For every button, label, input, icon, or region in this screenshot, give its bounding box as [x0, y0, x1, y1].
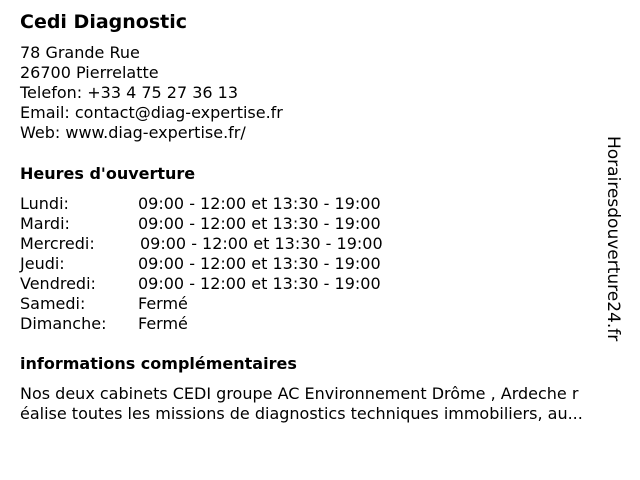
additional-info-text: [20, 384, 632, 424]
day-label: Lundi:: [20, 194, 69, 213]
address-city: 26700 Pierrelatte: [20, 63, 159, 82]
day-hours: 09:00 - 12:00 et 13:30 - 19:00: [138, 274, 381, 293]
day-label: Mercredi:: [20, 234, 95, 253]
additional-info-line: éalise toutes les missions de diagnostics techniques immobiliers, au...: [20, 404, 583, 423]
additional-info-heading: informations complémentaires: [20, 354, 297, 373]
address-street: 78 Grande Rue: [20, 43, 140, 62]
phone-line: Telefon: +33 4 75 27 36 13: [20, 83, 239, 102]
day-hours: 09:00 - 12:00 et 13:30 - 19:00: [138, 194, 381, 213]
day-hours: 09:00 - 12:00 et 13:30 - 19:00: [138, 214, 381, 233]
business-name: Cedi Diagnostic: [20, 11, 188, 33]
additional-info-line: Nos deux cabinets CEDI groupe AC Environnement Drôme , Ardeche r: [20, 384, 579, 403]
opening-hours-heading: Heures d'ouverture: [20, 164, 196, 183]
web-line: Web: www.diag-expertise.fr/: [20, 123, 246, 142]
day-hours: 09:00 - 12:00 et 13:30 - 19:00: [140, 234, 383, 253]
day-hours: 09:00 - 12:00 et 13:30 - 19:00: [138, 254, 381, 273]
site-watermark: Horairesdouverture24.fr: [603, 136, 623, 342]
day-label: Samedi:: [20, 294, 86, 313]
email-line: Email: contact@diag-expertise.fr: [20, 103, 283, 122]
day-hours: Fermé: [138, 294, 188, 313]
contact-block: [20, 43, 283, 143]
day-label: Vendredi:: [20, 274, 96, 293]
day-label: Dimanche:: [20, 314, 107, 333]
day-label: Jeudi:: [20, 254, 65, 273]
day-hours: Fermé: [138, 314, 188, 333]
day-label: Mardi:: [20, 214, 70, 233]
